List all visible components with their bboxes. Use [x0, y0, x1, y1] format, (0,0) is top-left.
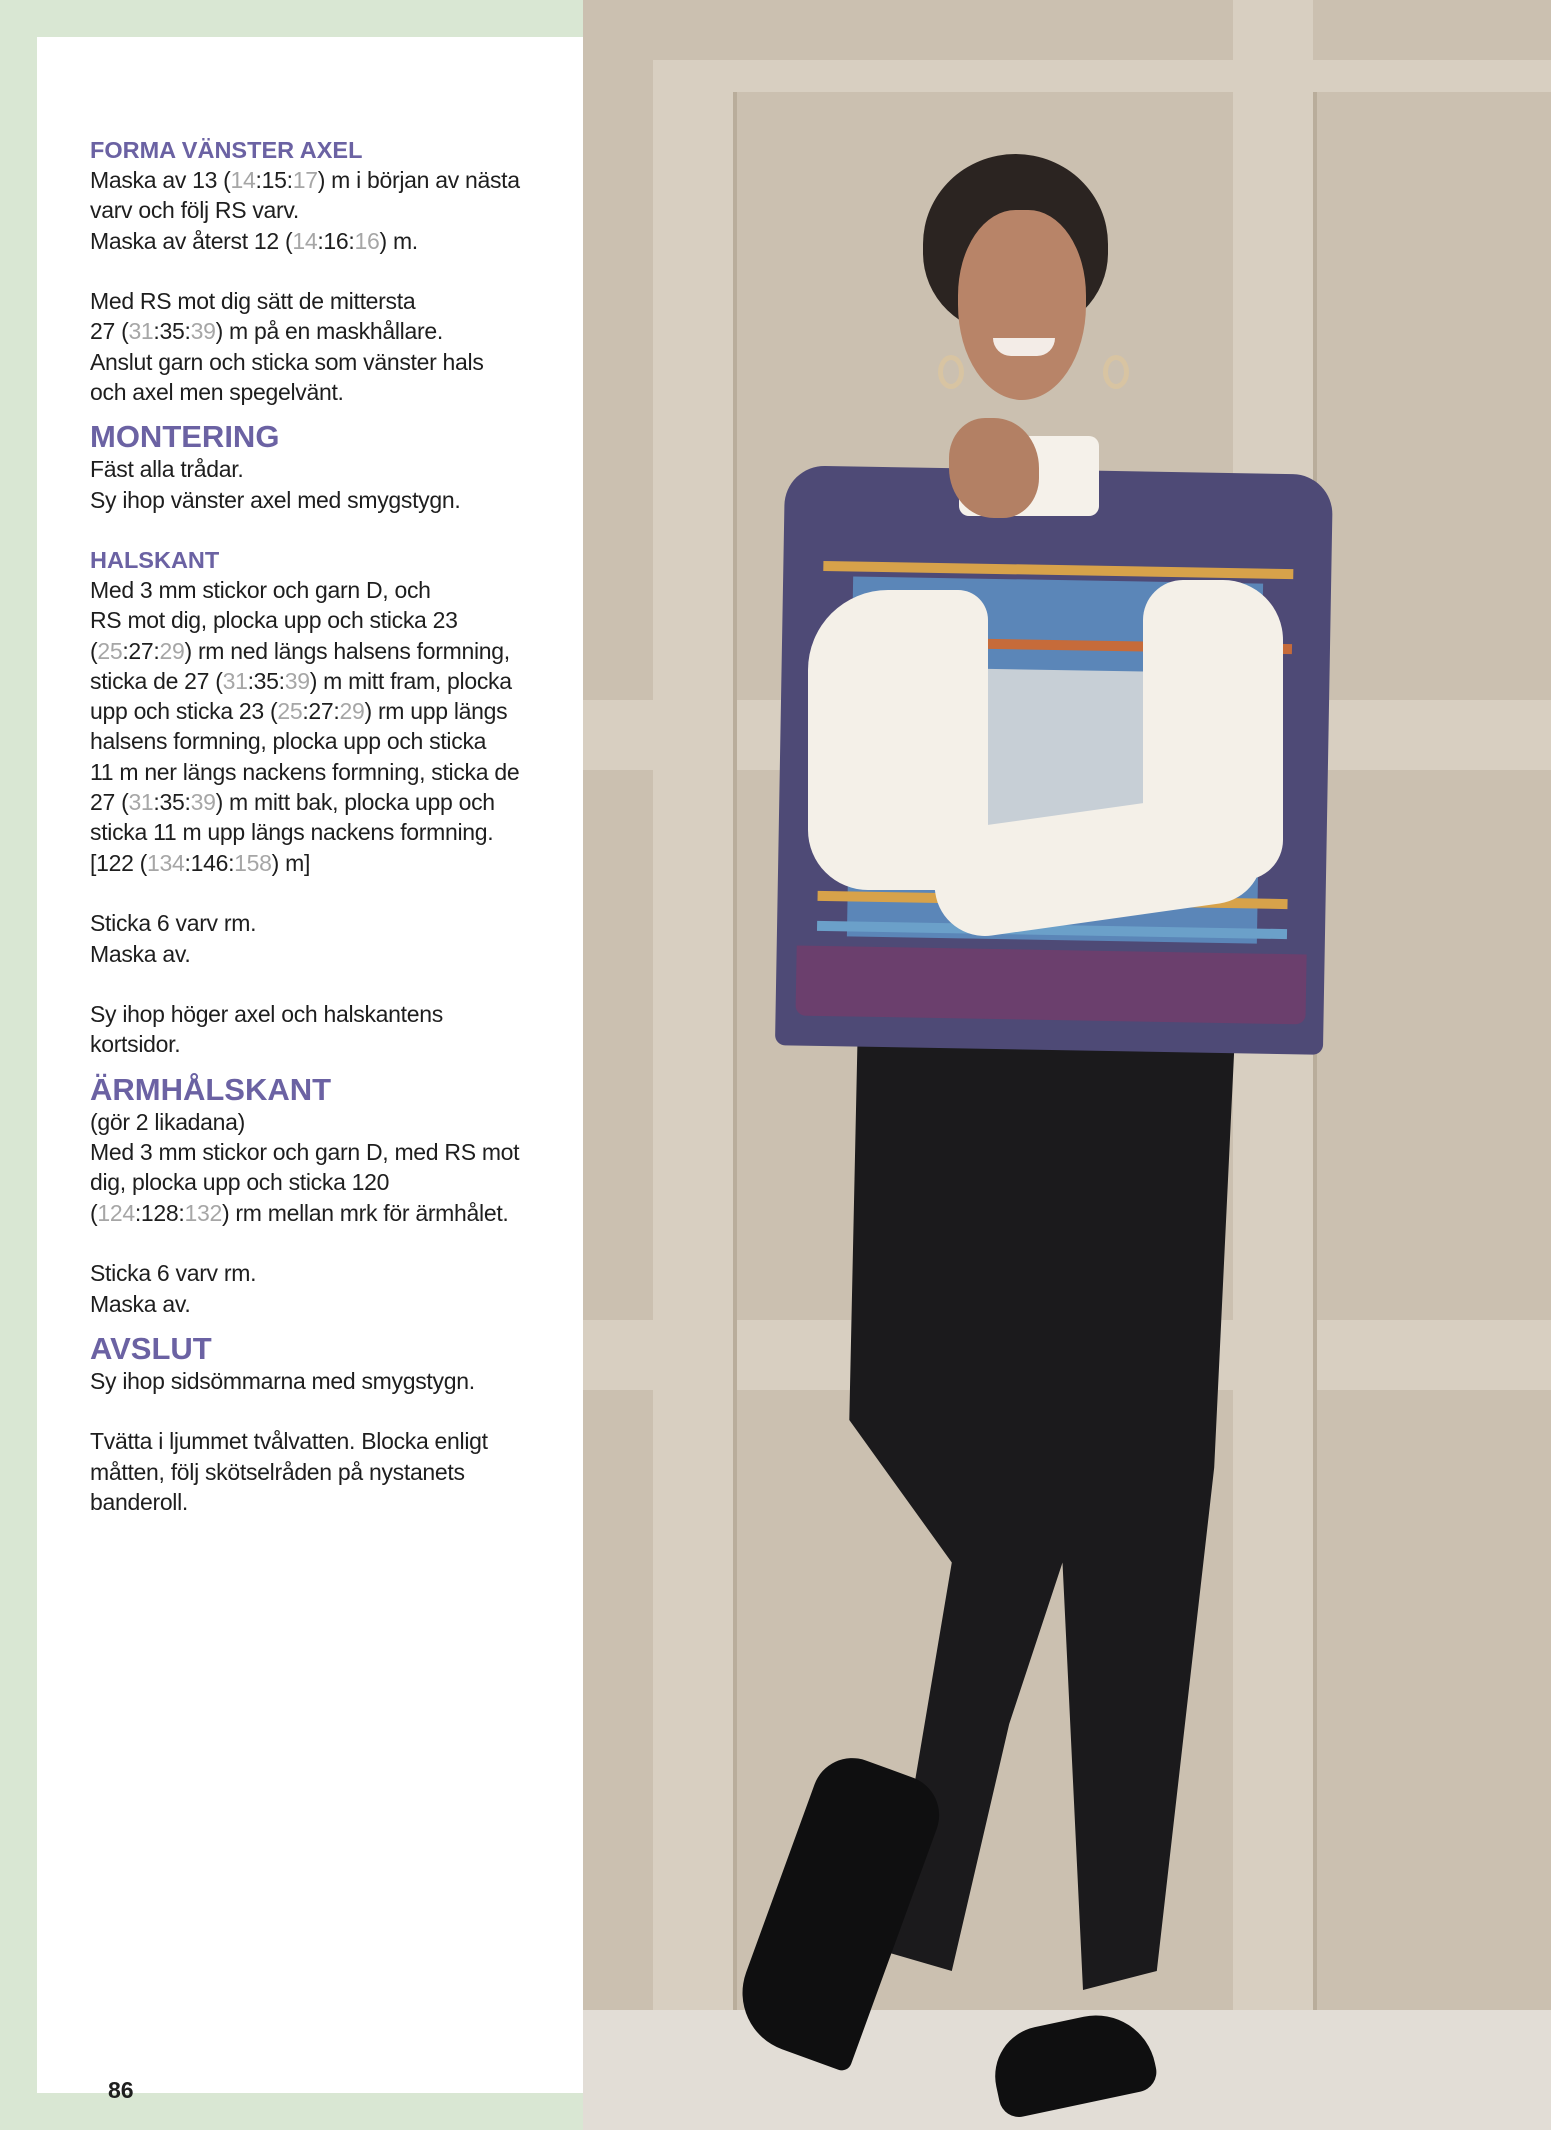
text-segment: Med 3 mm stickor och garn D, och	[90, 576, 431, 603]
text-line	[90, 1029, 565, 1059]
text-segment: ) m på en maskhållare.	[215, 318, 443, 345]
size-value: 31	[222, 667, 248, 694]
size-value: 39	[190, 789, 216, 816]
text-line	[90, 636, 565, 666]
size-value: 16	[354, 227, 380, 254]
text-line	[90, 1198, 565, 1228]
text-line	[90, 1258, 565, 1288]
heading-montering: MONTERING	[90, 419, 280, 455]
text-segment: 27 (	[90, 318, 129, 345]
text-segment: :146:	[184, 849, 235, 876]
size-value: 31	[128, 318, 154, 345]
text-line	[90, 999, 565, 1029]
text-segment: :27:	[122, 637, 160, 664]
size-value: 29	[159, 637, 185, 664]
text-segment: [122 (	[90, 849, 148, 876]
text-line	[90, 195, 565, 225]
text-line	[90, 454, 565, 484]
text-line	[90, 1289, 565, 1319]
earring-icon	[938, 355, 964, 389]
text-line	[90, 969, 565, 999]
text-segment: sticka de 27 (	[90, 667, 223, 694]
text-segment: 27 (	[90, 789, 129, 816]
text-segment: ) m i början av nästa	[317, 167, 520, 193]
text-segment: ) rm ned längs halsens formning,	[184, 637, 510, 664]
size-value: 39	[284, 667, 310, 694]
heading-avslut: AVSLUT	[90, 1330, 212, 1366]
text-segment: :35:	[247, 667, 285, 694]
heading-halskant: HALSKANT	[90, 546, 220, 573]
text-segment: Fäst alla trådar.	[90, 456, 244, 483]
text-segment: Maska av 13 (	[90, 167, 231, 193]
text-segment: (	[90, 637, 98, 664]
text-segment: banderoll.	[90, 1488, 189, 1515]
text-line	[90, 666, 565, 696]
text-segment: Tvätta i ljummet tvålvatten. Blocka enligt	[90, 1428, 488, 1455]
text-segment: måtten, följ skötselråden på nystanets	[90, 1458, 465, 1485]
text-line	[90, 575, 565, 605]
text-segment: Sy ihop höger axel och halskantens	[90, 1001, 443, 1028]
text-segment: :128:	[134, 1199, 185, 1226]
size-value: 134	[147, 849, 185, 876]
model-photo	[583, 0, 1551, 2130]
text-line	[90, 256, 565, 286]
text-line	[90, 286, 565, 316]
text-segment: :35:	[153, 789, 191, 816]
text-segment: :16:	[317, 227, 355, 254]
section-body-armhalskant	[90, 1107, 565, 1319]
text-line	[90, 908, 565, 938]
text-segment: ) rm upp längs	[364, 698, 508, 725]
text-segment: ) rm mellan mrk för ärmhålet.	[221, 1199, 509, 1226]
text-line	[90, 1396, 565, 1426]
text-segment: RS mot dig, plocka upp och sticka 23	[90, 607, 458, 634]
text-line	[90, 1487, 565, 1517]
text-segment: ) m]	[271, 849, 311, 876]
text-line	[90, 787, 565, 817]
text-line	[90, 848, 565, 878]
section-body-avslut	[90, 1366, 565, 1517]
text-segment: ) m mitt bak, plocka upp och	[215, 789, 495, 816]
text-segment: dig, plocka upp och sticka 120	[90, 1169, 390, 1196]
text-line	[90, 1167, 565, 1197]
text-segment: Med RS mot dig sätt de mittersta	[90, 288, 416, 315]
text-line	[90, 1137, 565, 1167]
text-line	[90, 347, 565, 377]
text-segment: varv och följ RS varv.	[90, 197, 299, 224]
text-segment: Maska av.	[90, 940, 191, 967]
text-line	[90, 757, 565, 787]
text-line	[90, 1107, 565, 1137]
text-line	[90, 878, 565, 908]
size-value: 39	[190, 318, 216, 345]
text-line	[90, 226, 565, 256]
text-line	[90, 605, 565, 635]
text-line	[90, 316, 565, 346]
page-number: 86	[108, 2077, 134, 2103]
size-value: 31	[128, 789, 154, 816]
text-segment: upp och sticka 23 (	[90, 698, 278, 725]
text-segment: Sy ihop vänster axel med smygstygn.	[90, 486, 461, 513]
size-value: 29	[339, 698, 365, 725]
text-line	[90, 1426, 565, 1456]
face	[958, 210, 1086, 400]
size-value: 17	[292, 167, 318, 193]
text-line	[90, 939, 565, 969]
text-segment: Maska av återst 12 (	[90, 227, 293, 254]
text-segment: Sticka 6 varv rm.	[90, 910, 257, 937]
smile	[993, 338, 1055, 356]
section-body-halskant	[90, 575, 565, 1060]
text-panel	[37, 37, 583, 2103]
text-segment: ) m mitt fram, plocka	[309, 667, 512, 694]
hand	[949, 418, 1039, 518]
text-segment: sticka 11 m upp längs nackens formning.	[90, 819, 494, 846]
text-segment: ) m.	[379, 227, 418, 254]
text-line	[90, 1366, 565, 1396]
text-segment: kortsidor.	[90, 1031, 181, 1058]
text-segment: 11 m ner längs nackens formning, sticka de	[90, 758, 520, 785]
heading-forma-vanster-axel: FORMA VÄNSTER AXEL	[90, 137, 363, 163]
text-segment: :15:	[255, 167, 293, 193]
text-segment: Sticka 6 varv rm.	[90, 1260, 257, 1287]
size-value: 25	[277, 698, 303, 725]
text-segment: Maska av.	[90, 1290, 191, 1317]
text-segment: (gör 2 likadana)	[90, 1108, 246, 1135]
text-line	[90, 377, 565, 407]
size-value: 158	[234, 849, 272, 876]
text-segment: Anslut garn och sticka som vänster hals	[90, 348, 484, 375]
size-value: 132	[184, 1199, 222, 1226]
text-segment: halsens formning, plocka upp och sticka	[90, 728, 487, 755]
text-segment: :27:	[302, 698, 340, 725]
earring-icon	[1103, 355, 1129, 389]
text-line	[90, 485, 565, 515]
size-value: 14	[292, 227, 318, 254]
section-body-montering	[90, 454, 565, 515]
text-line	[90, 817, 565, 847]
size-value: 14	[230, 167, 256, 193]
text-segment: och axel men spegelvänt.	[90, 379, 344, 406]
text-line	[90, 696, 565, 726]
text-segment: Sy ihop sidsömmarna med smygstygn.	[90, 1367, 475, 1394]
pattern-instructions	[90, 135, 565, 1517]
text-segment: (	[90, 1199, 98, 1226]
text-line	[90, 1457, 565, 1487]
text-line	[90, 1228, 565, 1258]
size-value: 124	[97, 1199, 135, 1226]
text-segment: Med 3 mm stickor och garn D, med RS mot	[90, 1139, 520, 1166]
section-body-forma-vanster-axel	[90, 165, 565, 407]
text-segment: :35:	[153, 318, 191, 345]
text-line	[90, 165, 565, 195]
text-line	[90, 726, 565, 756]
heading-armhalskant: ÄRMHÅLSKANT	[90, 1071, 332, 1107]
size-value: 25	[97, 637, 123, 664]
